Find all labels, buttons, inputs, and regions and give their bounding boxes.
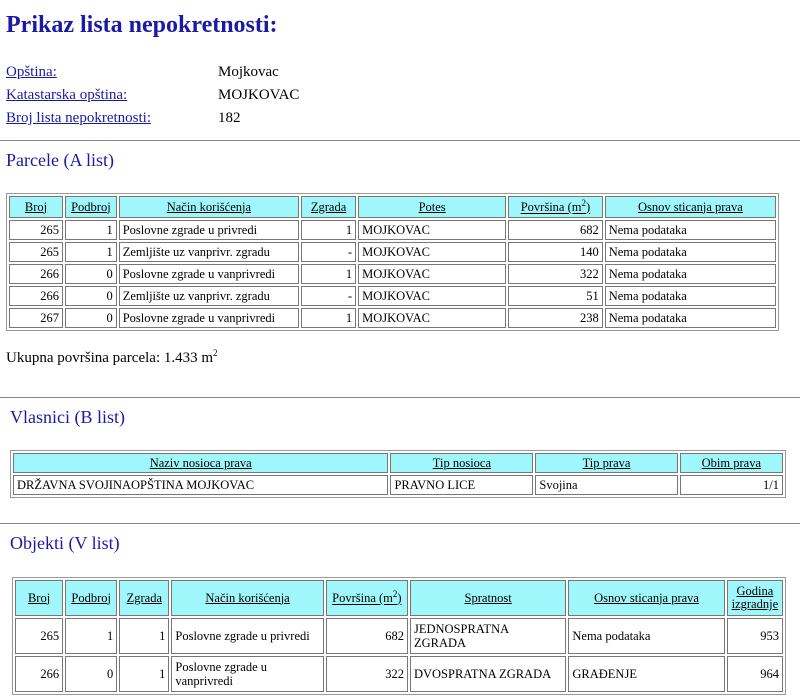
vlasnici-table xyxy=(10,450,786,498)
info-value: MOJKOVAC xyxy=(218,87,300,103)
cell: Poslovne zgrade u privredi xyxy=(171,618,323,654)
col-header: Podbroj xyxy=(65,196,117,218)
col-header: Osnov sticanja prava xyxy=(605,196,776,218)
col-header: Broj xyxy=(15,580,63,616)
table-row xyxy=(9,286,776,306)
cell: 953 xyxy=(727,618,783,654)
cell: 266 xyxy=(15,656,63,692)
cell: GRAĐENJE xyxy=(568,656,724,692)
cell: Poslovne zgrade u privredi xyxy=(119,220,299,240)
col-header: Obim prava xyxy=(680,453,783,473)
section-heading-objekti: Objekti (V list) xyxy=(10,533,120,553)
table-row xyxy=(9,308,776,328)
col-header-povrsina xyxy=(326,580,408,616)
table-row xyxy=(9,242,776,262)
cell: 265 xyxy=(15,618,63,654)
col-header: Podbroj xyxy=(65,580,117,616)
cell: 266 xyxy=(9,264,63,284)
col-header: Naziv nosioca prava xyxy=(13,453,388,473)
col-header: Osnov sticanja prava xyxy=(568,580,724,616)
info-label: Katastarska opština: xyxy=(6,87,128,103)
total-value: 1.433 m xyxy=(163,350,214,366)
cell: MOJKOVAC xyxy=(358,308,506,328)
cell: 1 xyxy=(119,656,169,692)
cell: 266 xyxy=(9,286,63,306)
cell: 267 xyxy=(9,308,63,328)
col-header: Godina izgradnje xyxy=(727,580,783,616)
cell: 964 xyxy=(727,656,783,692)
cell: 322 xyxy=(508,264,603,284)
cell: 682 xyxy=(508,220,603,240)
section-heading-parcele: Parcele (A list) xyxy=(6,150,114,170)
cell: Poslovne zgrade u vanprivredi xyxy=(119,264,299,284)
col-header: Broj xyxy=(9,196,63,218)
cell: Poslovne zgrade u vanprivredi xyxy=(119,308,299,328)
header-text: ) xyxy=(397,591,402,606)
cell: 1 xyxy=(301,220,356,240)
total-sup: 2 xyxy=(213,348,218,358)
table-row xyxy=(9,264,776,284)
table-row xyxy=(13,475,783,495)
header-sup: 2 xyxy=(392,589,398,600)
cell: 0 xyxy=(65,308,117,328)
cell: 682 xyxy=(326,618,408,654)
cell: 0 xyxy=(65,264,117,284)
divider xyxy=(0,140,800,141)
table-row xyxy=(15,618,783,654)
cell: Svojina xyxy=(535,475,677,495)
divider xyxy=(0,397,800,398)
cell: DVOSPRATNA ZGRADA xyxy=(410,656,566,692)
cell: Nema podataka xyxy=(605,220,776,240)
cell: 1 xyxy=(301,264,356,284)
cell: 265 xyxy=(9,242,63,262)
col-header-povrsina xyxy=(508,196,603,218)
header-text: Površina (m xyxy=(520,200,582,215)
cell: Zemljište uz vanprivr. zgradu xyxy=(119,286,299,306)
cell: Nema podataka xyxy=(605,264,776,284)
cell: MOJKOVAC xyxy=(358,264,506,284)
cell: DRŽAVNA SVOJINAOPŠTINA MOJKOVAC xyxy=(13,475,388,495)
cell: PRAVNO LICE xyxy=(390,475,533,495)
header-text: Površina (m xyxy=(332,591,393,606)
objekti-table xyxy=(12,577,786,695)
col-header: Zgrada xyxy=(119,580,169,616)
cell: 0 xyxy=(65,656,117,692)
col-header: Spratnost xyxy=(410,580,566,616)
cell: 1 xyxy=(119,618,169,654)
cell: 1 xyxy=(65,618,117,654)
col-header: Zgrada xyxy=(301,196,356,218)
cell: Nema podataka xyxy=(605,242,776,262)
info-label: Opština: xyxy=(6,64,57,80)
info-value: Mojkovac xyxy=(218,64,279,80)
cell: Nema podataka xyxy=(605,286,776,306)
col-header: Način korišćenja xyxy=(171,580,323,616)
info-label: Broj lista nepokretnosti: xyxy=(6,110,151,126)
col-header: Potes xyxy=(358,196,506,218)
cell: Nema podataka xyxy=(605,308,776,328)
cell: 1/1 xyxy=(680,475,783,495)
cell: 1 xyxy=(65,220,117,240)
cell: 1 xyxy=(301,308,356,328)
cell: 238 xyxy=(508,308,603,328)
section-heading-vlasnici: Vlasnici (B list) xyxy=(10,407,125,427)
header-text: ) xyxy=(585,200,591,215)
col-header: Tip prava xyxy=(535,453,677,473)
col-header: Način korišćenja xyxy=(119,196,299,218)
cell: 0 xyxy=(65,286,117,306)
cell: 140 xyxy=(508,242,603,262)
cell: - xyxy=(301,242,356,262)
cell: MOJKOVAC xyxy=(358,220,506,240)
cell: 265 xyxy=(9,220,63,240)
page-title: Prikaz lista nepokretnosti: xyxy=(6,12,278,38)
cell: 1 xyxy=(65,242,117,262)
total-area xyxy=(6,348,218,367)
parcele-table xyxy=(6,193,779,331)
cell: 51 xyxy=(508,286,603,306)
table-row xyxy=(9,220,776,240)
cell: 322 xyxy=(326,656,408,692)
cell: Nema podataka xyxy=(568,618,724,654)
cell: JEDNOSPRATNA ZGRADA xyxy=(410,618,566,654)
cell: MOJKOVAC xyxy=(358,286,506,306)
total-label: Ukupna površina parcela: xyxy=(6,350,161,366)
cell: MOJKOVAC xyxy=(358,242,506,262)
cell: Poslovne zgrade u vanprivredi xyxy=(171,656,323,692)
divider xyxy=(0,523,800,524)
table-row xyxy=(15,656,783,692)
info-value: 182 xyxy=(218,110,241,126)
header-sup: 2 xyxy=(581,198,586,209)
cell: - xyxy=(301,286,356,306)
cell: Zemljište uz vanprivr. zgradu xyxy=(119,242,299,262)
col-header: Tip nosioca xyxy=(390,453,533,473)
